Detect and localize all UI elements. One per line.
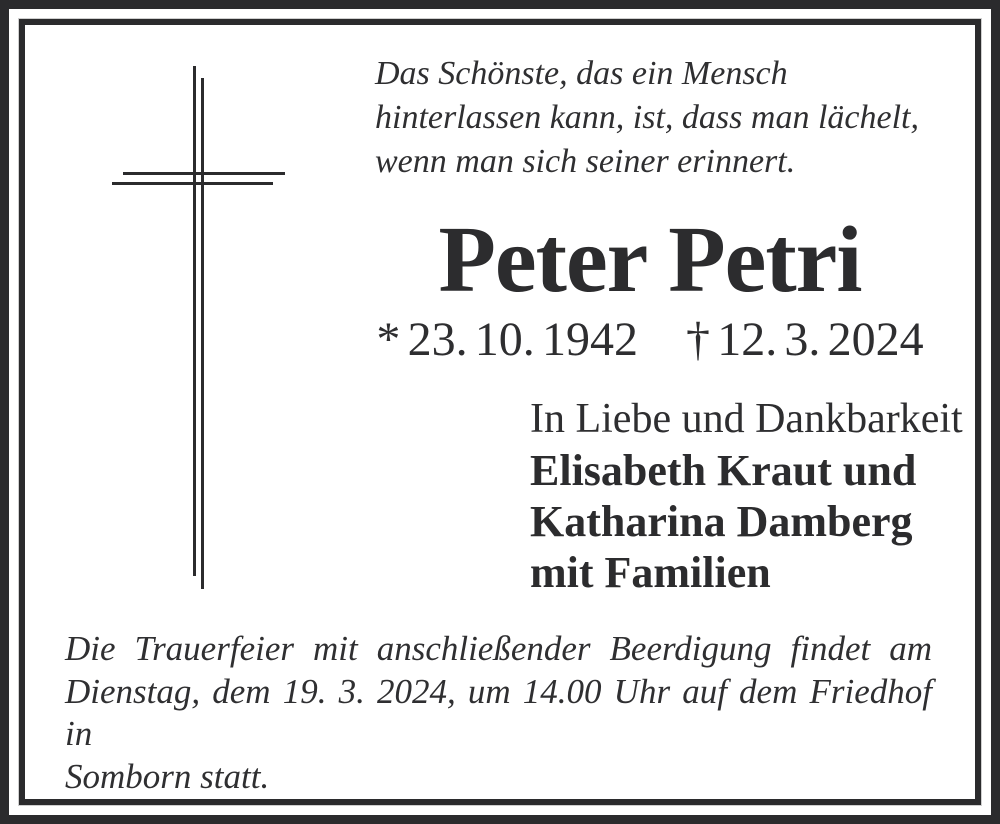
announcement-line: Dienstag, dem 19. 3. 2024, um 14.00 Uhr auf dem Friedhof in [65, 671, 932, 753]
family-name-line: mit Familien [530, 548, 771, 597]
family-name-line: Katharina Damberg [530, 497, 913, 546]
funeral-announcement [65, 628, 932, 798]
quote-line: hinterlassen kann, ist, dass man lächelt, [375, 99, 919, 136]
family-names [530, 445, 950, 598]
memorial-quote [375, 52, 950, 184]
announcement-line: Die Trauerfeier mit anschließender Beerdigung findet am [65, 629, 932, 668]
announcement-line: Somborn statt. [65, 756, 270, 796]
quote-line: Das Schönste, das ein Mensch [375, 55, 788, 92]
died-cross-symbol: † [686, 313, 710, 366]
cross-vertical-line-back [193, 66, 196, 576]
deceased-name-block [365, 208, 935, 312]
cross-vertical-line-front [201, 78, 204, 589]
cross-horizontal-line-back [123, 172, 285, 175]
family-name-line: Elisabeth Kraut und [530, 446, 917, 495]
family-intro: In Liebe und Dankbarkeit [530, 396, 963, 442]
quote-line: wenn man sich seiner erinnert. [375, 143, 796, 180]
death-date: † 12. 3. 2024 [686, 313, 924, 366]
family-block [530, 395, 963, 598]
birth-date: * 23. 10. 1942 [376, 313, 638, 366]
deceased-name: Peter Petri [438, 208, 862, 312]
cross-horizontal-line-front [112, 182, 273, 185]
born-symbol: * [376, 313, 401, 366]
life-dates [365, 312, 935, 368]
